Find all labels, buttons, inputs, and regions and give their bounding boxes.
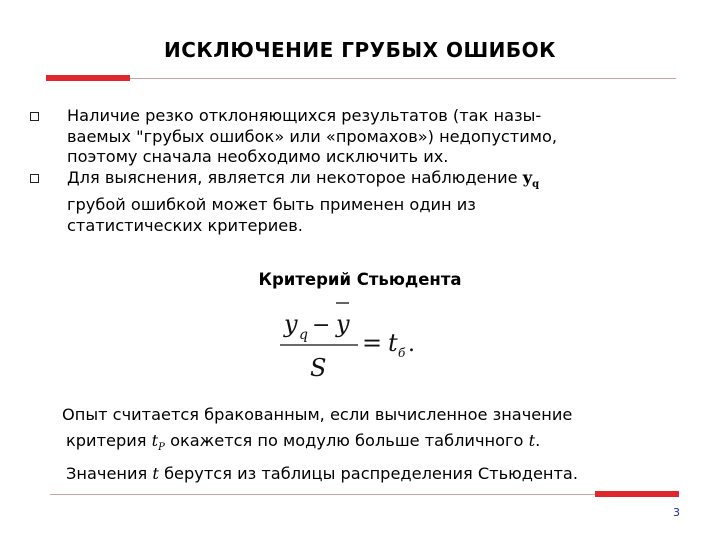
- bullet-text-line: поэтому сначала необходимо исключить их.: [67, 147, 449, 166]
- bullet-text-line: ваемых "грубых ошибок» или «промахов») недопустимо,: [67, 126, 558, 146]
- formula-minus: −: [312, 313, 331, 338]
- bullet-item: [28, 106, 698, 168]
- bullet-text-line: грубой ошибкой может быть применен один из: [67, 195, 476, 215]
- conclusion-line: Опыт считается бракованным, если вычисленное значение: [62, 405, 573, 424]
- bullet-text-line: [67, 168, 698, 196]
- bullet-text-line: Наличие резко отклоняющихся результатов (так назы-: [67, 106, 542, 125]
- formula-t: t: [388, 329, 398, 357]
- page-number: 3: [673, 506, 680, 519]
- top-accent-bar: [46, 75, 130, 81]
- conclusion-text: [62, 402, 706, 487]
- bullet-list: [28, 106, 698, 236]
- bullet-text: Для выяснения, является ли некоторое наблюдение: [67, 167, 518, 187]
- slide-title: ИСКЛЮЧЕНИЕ ГРУБЫХ ОШИБОК: [164, 38, 556, 62]
- formula-ybar: y: [336, 310, 350, 338]
- criterion-heading: Критерий Стьюдента: [258, 270, 462, 289]
- conclusion-line: критерия $t_P$ окажется по модулю больше табличного t.: [66, 431, 541, 454]
- bullet-text-line: статистических критериев.: [67, 215, 303, 235]
- formula-yq-base: y: [284, 310, 298, 338]
- t-symbol: t: [528, 431, 536, 450]
- student-formula: [270, 290, 450, 380]
- bottom-divider: [50, 494, 679, 495]
- formula-dot: .: [408, 332, 415, 357]
- t-p-symbol: $t_P$: [151, 431, 165, 454]
- top-divider: [46, 78, 676, 79]
- conclusion-line: Значения t берутся из таблицы распределения Стьюдента.: [66, 464, 578, 484]
- hollow-square-bullet-icon: [30, 112, 39, 121]
- t-symbol: t: [152, 464, 159, 484]
- formula-equals: =: [362, 329, 383, 357]
- observation-symbol: $y_q$: [522, 167, 540, 190]
- formula-yq-sub: q: [299, 327, 308, 343]
- formula-t-sub: б: [398, 346, 406, 360]
- bullet-item: [28, 168, 698, 237]
- formula-denominator: S: [310, 354, 327, 380]
- hollow-square-bullet-icon: [30, 174, 39, 183]
- bottom-accent-bar: [595, 491, 679, 497]
